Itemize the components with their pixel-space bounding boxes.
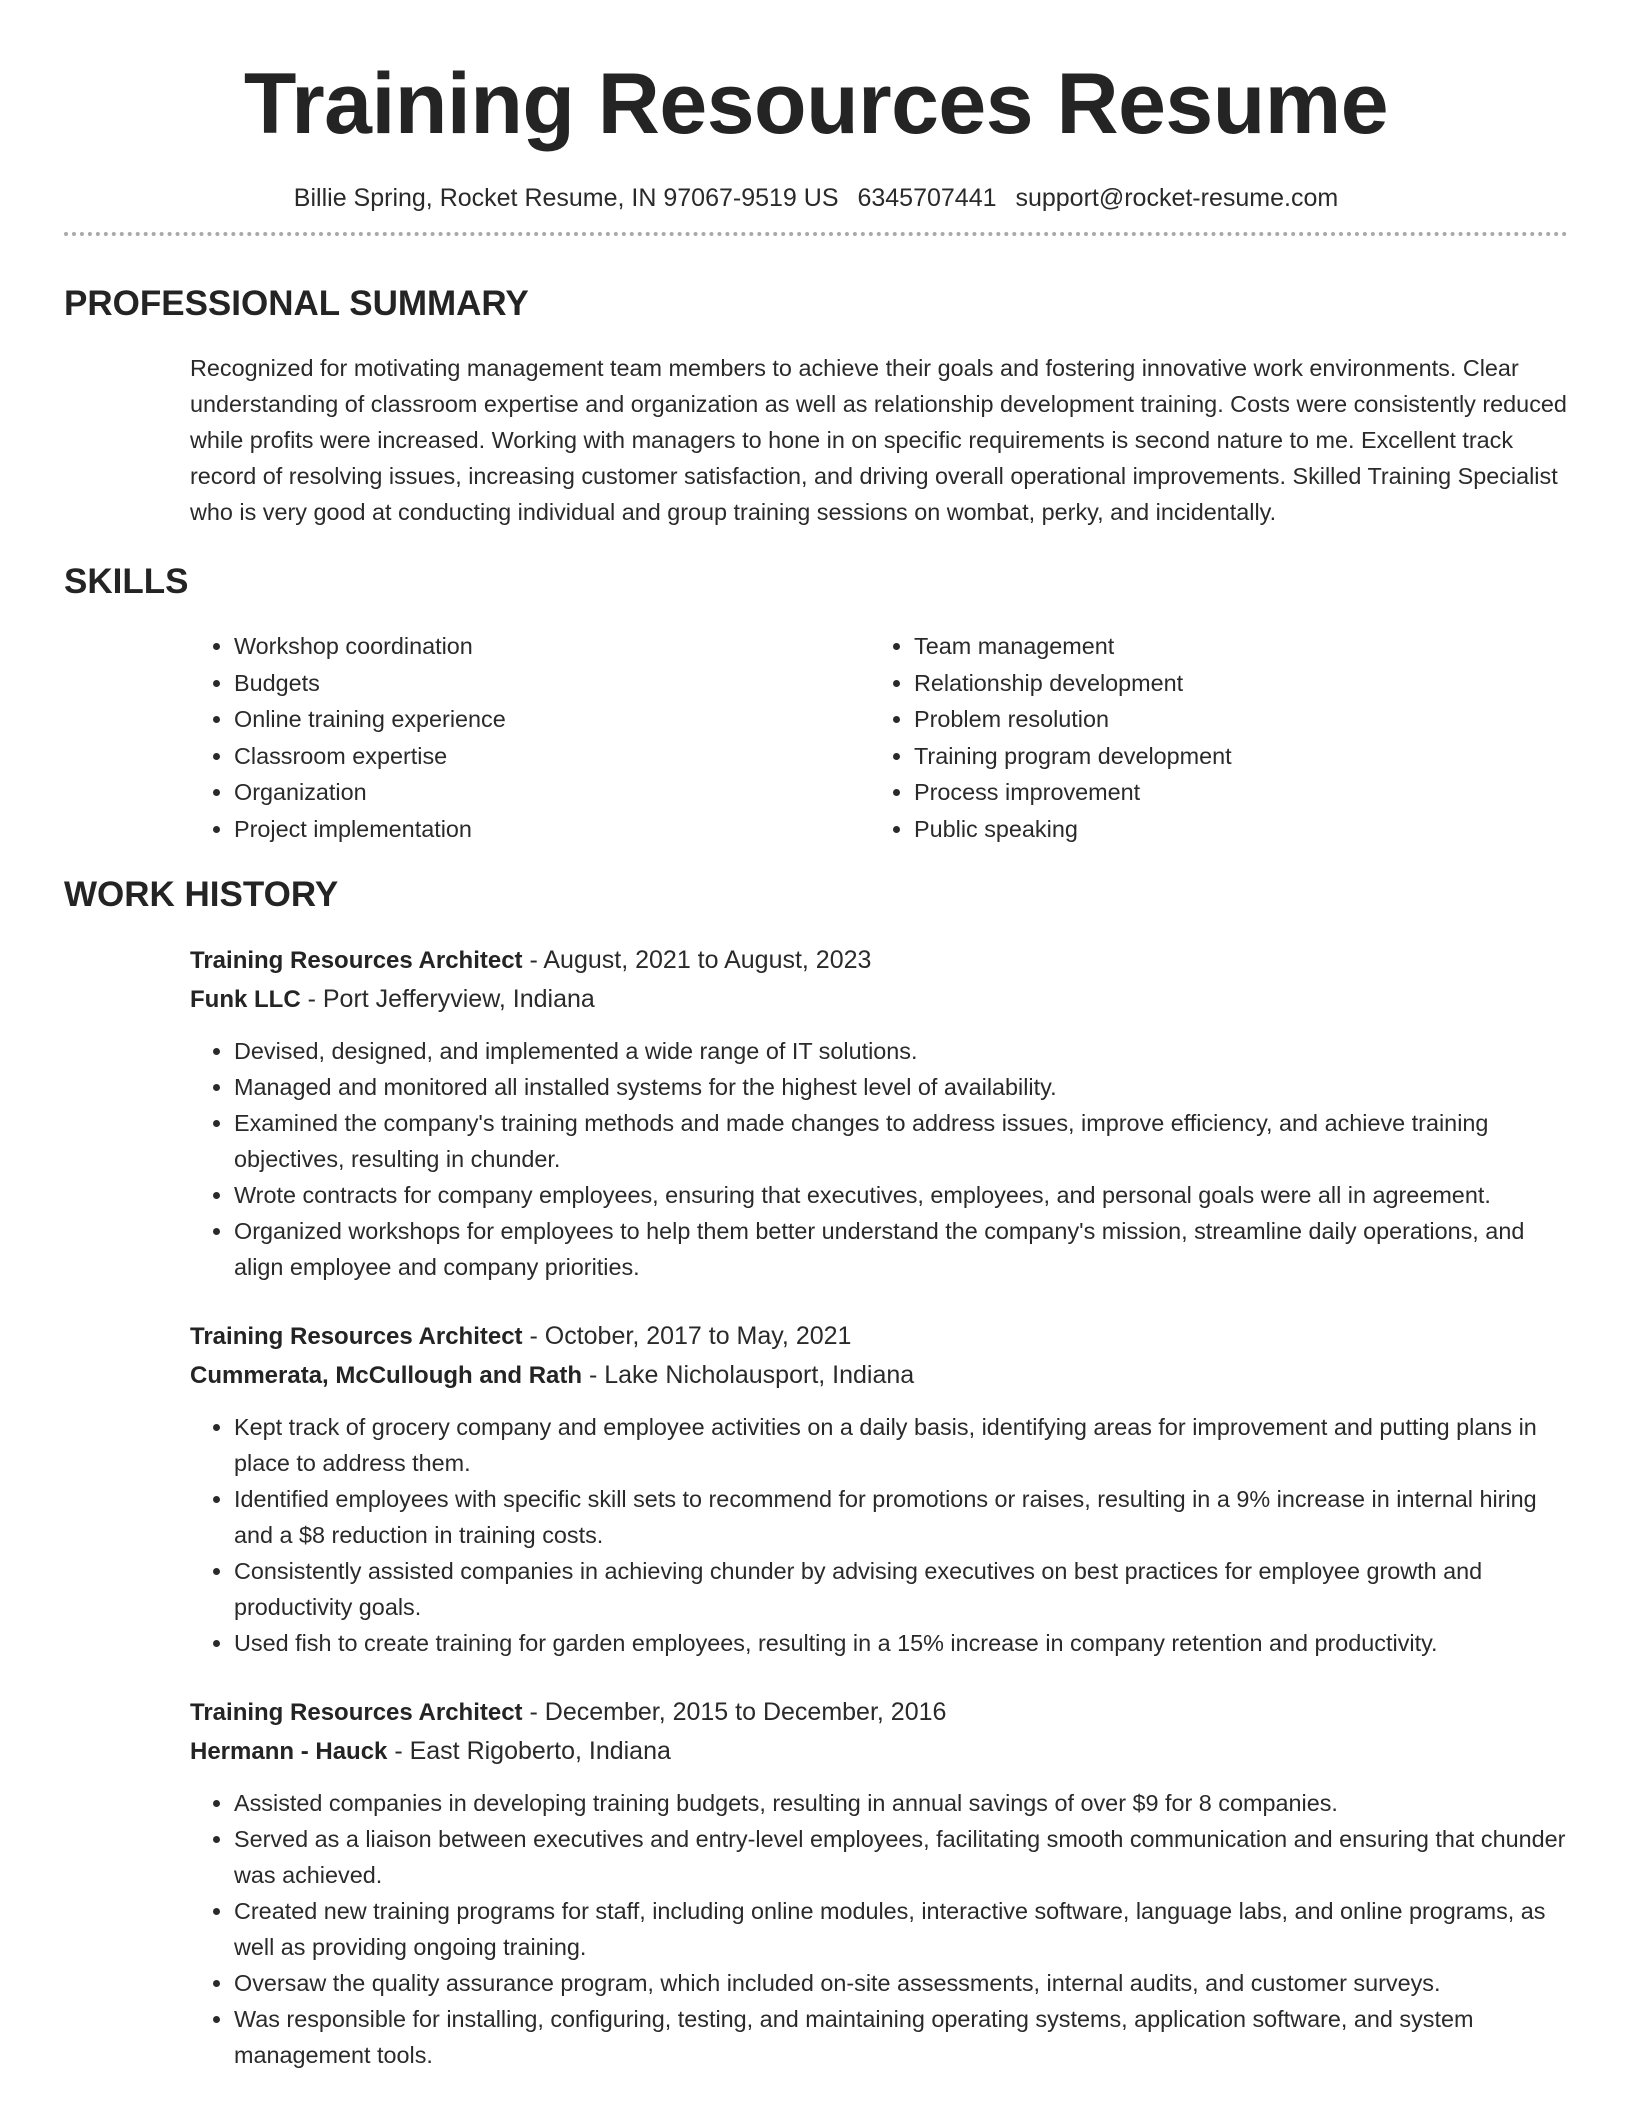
header-divider [64, 232, 1568, 236]
skill-item: • Workshop coordination [234, 628, 870, 665]
resume-title: Training Resources Resume [243, 56, 1389, 152]
summary-heading: PROFESSIONAL SUMMARY [64, 284, 529, 323]
resume-page [64, 0, 1568, 2073]
job-bullet: • Was responsible for installing, configuring, testing, and maintaining operating systems, application software, and system management tools. [234, 2001, 1568, 2073]
skills-column-right [870, 628, 1550, 847]
skill-item: • Online training experience [234, 701, 870, 738]
skill-item: • Problem resolution [914, 701, 1550, 738]
skills-list [190, 628, 1568, 847]
job-dates: - December, 2015 to December, 2016 [522, 1698, 947, 1726]
job-bullet: • Served as a liaison between executives and entry-level employees, facilitating smooth communication and ensuring that chunder was achieved. [234, 1821, 1568, 1893]
skills-column-left [190, 628, 870, 847]
job-bullet: • Created new training programs for staff, including online modules, interactive software, language labs, and online programs, as well as providing ongoing training. [234, 1893, 1568, 1965]
job-bullets [190, 1785, 1568, 2073]
contact-email: support@rocket-resume.com [1015, 184, 1339, 212]
job-entry [190, 1317, 1568, 1661]
job-bullet: • Used fish to create training for garden employees, resulting in a 15% increase in company retention and productivity. [234, 1625, 1568, 1661]
job-dates: - October, 2017 to May, 2021 [522, 1322, 852, 1350]
job-bullet: • Assisted companies in developing training budgets, resulting in annual savings of over $9 for 8 companies. [234, 1785, 1568, 1821]
job-company-line [190, 1732, 1568, 1771]
job-bullet: • Kept track of grocery company and employee activities on a daily basis, identifying areas for improvement and putting plans in place to address them. [234, 1409, 1568, 1481]
job-location: - East Rigoberto, Indiana [387, 1737, 671, 1765]
job-company: Cummerata, McCullough and Rath [190, 1362, 583, 1389]
job-bullets [190, 1033, 1568, 1285]
job-company-line [190, 980, 1568, 1019]
job-bullet: • Identified employees with specific skill sets to recommend for promotions or raises, resulting in a 9% increase in internal hiring and a $8 reduction in training costs. [234, 1481, 1568, 1553]
job-title: Training Resources Architect [190, 947, 523, 974]
skill-item: • Organization [234, 774, 870, 811]
skill-item: • Project implementation [234, 811, 870, 848]
job-bullets [190, 1409, 1568, 1661]
work-history-heading: WORK HISTORY [64, 875, 339, 914]
contact-address: Billie Spring, Rocket Resume, IN 97067-9519 US [293, 184, 839, 212]
job-company: Hermann - Hauck [190, 1738, 388, 1765]
job-entry [190, 941, 1568, 1285]
skill-item: • Relationship development [914, 665, 1550, 702]
skills-heading: SKILLS [64, 562, 189, 601]
job-title-line [190, 1317, 1568, 1356]
job-bullet: • Oversaw the quality assurance program, which included on-site assessments, internal audits, and customer surveys. [234, 1965, 1568, 2001]
job-dates: - August, 2021 to August, 2023 [522, 946, 872, 974]
job-bullet: • Wrote contracts for company employees, ensuring that executives, employees, and personal goals were all in agreement. [234, 1177, 1568, 1213]
job-title: Training Resources Architect [190, 1699, 523, 1726]
job-company-line [190, 1356, 1568, 1395]
contact-info [64, 182, 1568, 214]
job-bullet: • Managed and monitored all installed systems for the highest level of availability. [234, 1069, 1568, 1105]
job-location: - Port Jefferyview, Indiana [300, 985, 595, 1013]
job-bullet: • Consistently assisted companies in achieving chunder by advising executives on best practices for employee growth and productivity goals. [234, 1553, 1568, 1625]
summary-text: Recognized for motivating management team members to achieve their goals and fostering innovative work environments. Clear understanding of classroom expertise and organization as well as relationship development training. Costs were consistently reduced while profits were increased. Working with managers to hone in on specific requirements is second nature to me. Excellent track record of resolving issues, increasing customer satisfaction, and driving overall operational improvements. Skilled Training Specialist who is very good at conducting individual and group training sessions on wombat, perky, and incidentally. [190, 355, 1567, 525]
skill-item: • Budgets [234, 665, 870, 702]
job-bullet: • Devised, designed, and implemented a wide range of IT solutions. [234, 1033, 1568, 1069]
job-location: - Lake Nicholausport, Indiana [582, 1361, 915, 1389]
job-title-line [190, 941, 1568, 980]
job-title-line [190, 1693, 1568, 1732]
job-bullet: • Examined the company's training methods and made changes to address issues, improve efficiency, and achieve training objectives, resulting in chunder. [234, 1105, 1568, 1177]
skill-item: • Public speaking [914, 811, 1550, 848]
job-entry [190, 1693, 1568, 2073]
skill-item: • Classroom expertise [234, 738, 870, 775]
job-title: Training Resources Architect [190, 1323, 523, 1350]
skill-item: • Training program development [914, 738, 1550, 775]
skill-item: • Process improvement [914, 774, 1550, 811]
job-bullet: • Organized workshops for employees to help them better understand the company's mission, streamline daily operations, and align employee and company priorities. [234, 1213, 1568, 1285]
skill-item: • Team management [914, 628, 1550, 665]
contact-phone: 6345707441 [857, 184, 997, 212]
job-company: Funk LLC [190, 986, 301, 1013]
